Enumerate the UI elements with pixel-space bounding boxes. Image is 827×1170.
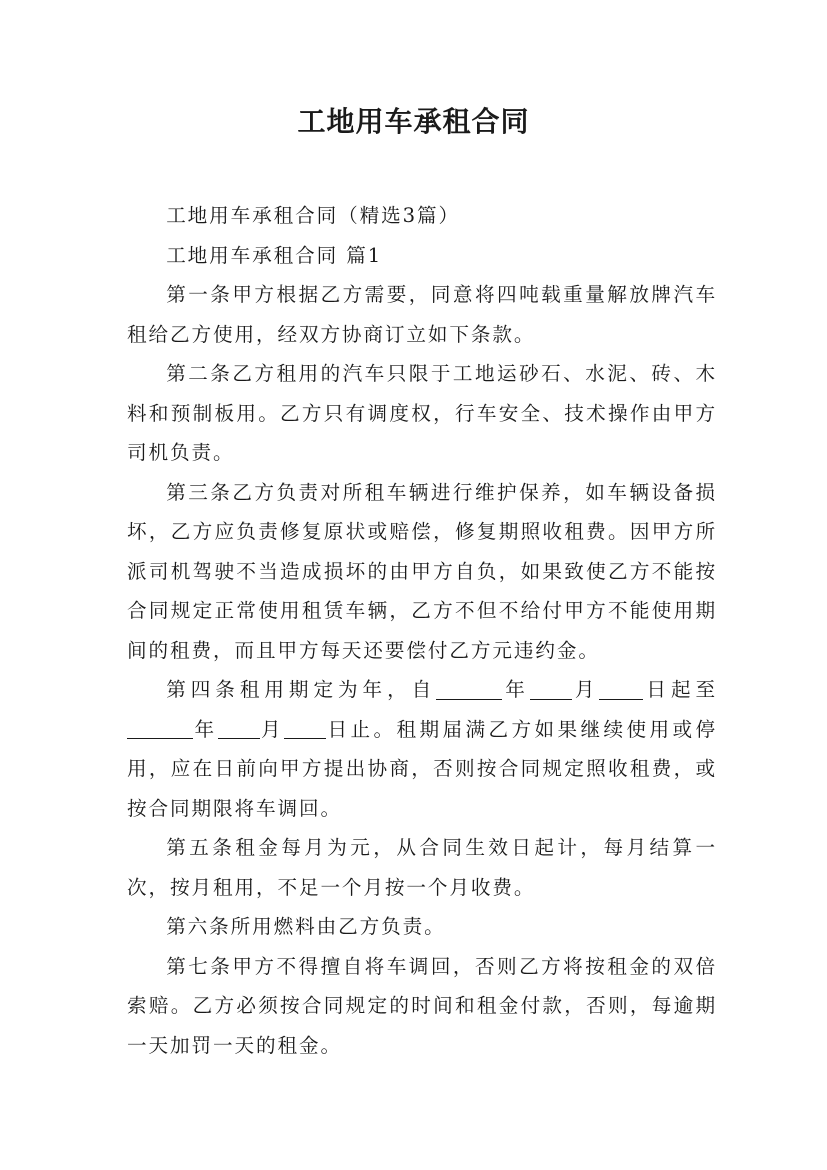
label-day-from: 日起至 xyxy=(643,678,717,701)
article-3: 第三条乙方负责对所租车辆进行维护保养，如车辆设备损坏，乙方应负责修复原状或赔偿，修复期照收租费。因甲方所派司机驾驶不当造成损坏的由甲方自负，如果致使乙方不能按合同规定正常使用租赁车辆，乙方不但不给付甲方不能使用期间的租费，而且甲方每天还要偿付乙方元违约金。 xyxy=(127,480,717,662)
article-7: 第七条甲方不得擅自将车调回，否则乙方将按租金的双倍索赔。乙方必须按合同规定的时间和租金付款，否则，每逾期一天加罚一天的租金。 xyxy=(127,954,717,1057)
blank-end-day xyxy=(284,718,326,739)
article-5: 第五条租金每月为元，从合同生效日起计，每月结算一次，按月租用，不足一个月按一个月收费。 xyxy=(127,836,717,899)
article-2: 第二条乙方租用的汽车只限于工地运砂石、水泥、砖、木料和预制板用。乙方只有调度权，行车安全、技术操作由甲方司机负责。 xyxy=(127,362,717,464)
document-subtitle: 工地用车承租合同（精选3篇） xyxy=(166,204,460,227)
document-body xyxy=(127,196,717,1065)
label-month: 月 xyxy=(571,678,600,701)
blank-start-day xyxy=(599,679,643,700)
article-1: 第一条甲方根据乙方需要，同意将四吨载重量解放牌汽车租给乙方使用，经双方协商订立如下条款。 xyxy=(127,283,717,346)
document-title: 工地用车承租合同 xyxy=(297,105,530,138)
label-year: 年 xyxy=(502,678,530,701)
label-year-2: 年 xyxy=(193,717,218,741)
article-4-tail: 日止。租期届满乙方如果继续使用或停用，应在日前向甲方提出协商，否则按合同规定照收租费，或按合同期限将车调回。 xyxy=(127,717,718,820)
article-4 xyxy=(127,670,717,828)
blank-start-year xyxy=(436,679,502,700)
label-month-2: 月 xyxy=(259,717,285,741)
blank-end-year xyxy=(127,718,193,739)
blank-start-month xyxy=(530,679,572,700)
article-4-lead: 第四条租用期定为年，自 xyxy=(166,678,437,701)
blank-end-month xyxy=(218,718,260,739)
section-heading: 工地用车承租合同 篇1 xyxy=(166,243,383,267)
article-6: 第六条所用燃料由乙方负责。 xyxy=(166,915,446,938)
